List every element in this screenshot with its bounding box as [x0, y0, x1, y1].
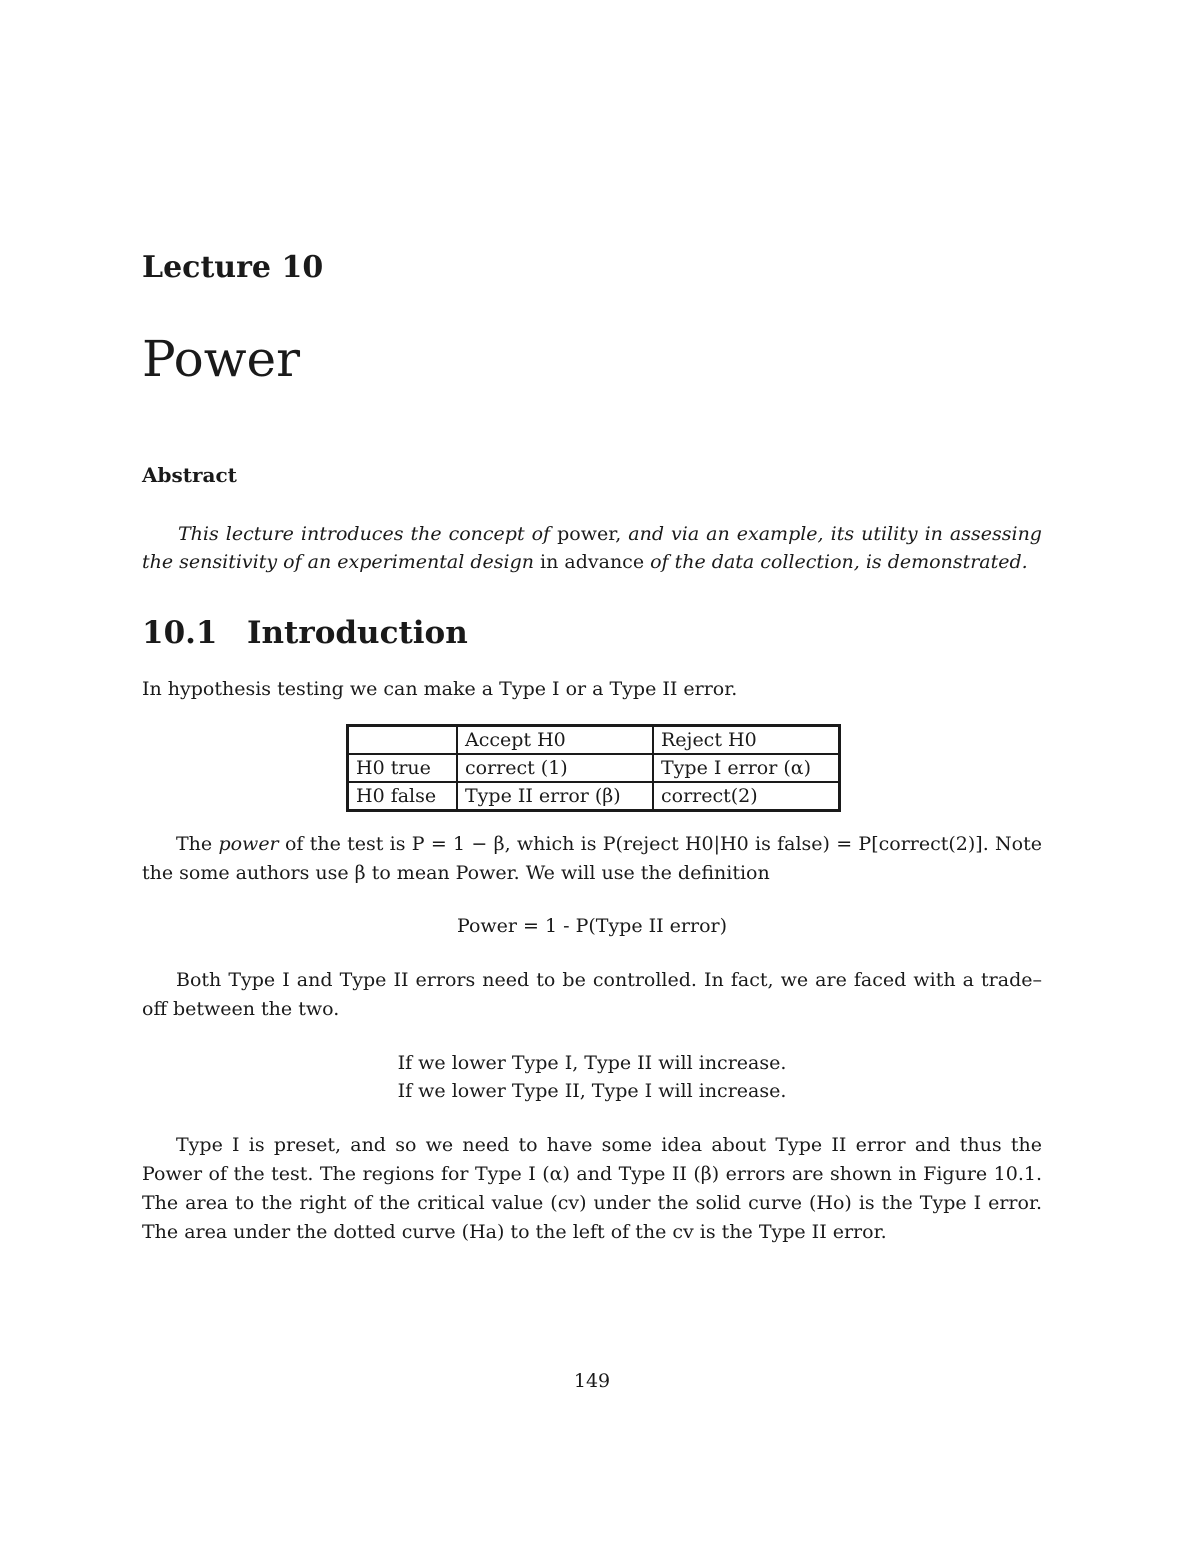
lecture-label: Lecture 10 [142, 250, 324, 285]
page-number: 149 [573, 1370, 611, 1392]
abstract-body [142, 520, 1042, 576]
table-cell: Accept H0 [457, 726, 653, 755]
abstract-seg2: power, [550, 523, 629, 545]
table-cell: Type I error (α) [653, 754, 840, 782]
table-cell: Type II error (β) [457, 782, 653, 811]
tradeoff-line-2: If we lower Type II, Type I will increase. [397, 1080, 787, 1102]
tradeoff-paragraph: Both Type I and Type II errors need to be controlled. In fact, we are faced with a trade–off between the two. [142, 969, 1042, 1020]
chapter-title: Power [142, 330, 301, 388]
abstract-seg5: of the data collection, is demonstrated. [650, 551, 1028, 573]
abstract-seg3: and via an example, its utility in assessing the sensitivity of an experimental design [142, 523, 1042, 573]
table-cell: H0 true [348, 754, 458, 782]
table-cell [348, 726, 458, 755]
table-cell: correct (1) [457, 754, 653, 782]
section-number: 10.1 [142, 615, 218, 651]
power-paragraph-c: of the test is P = 1 − β, which is P(reject H0|H0 is false) = P[correct(2)]. Note the some authors use β to mean Power. We will use the definition [142, 833, 1042, 884]
final-paragraph: Type I is preset, and so we need to have some idea about Type II error and thus the Power of the test. The regions for Type I (α) and Type II (β) errors are shown in Figure 10.1. The area to the right of the critical value (cv) under the solid curve (Ho) is the Type I error. The area under the dotted curve (Ha) to the left of the cv is the Type II error. [142, 1134, 1042, 1243]
table-row [348, 754, 840, 782]
section-title: Introduction [247, 615, 468, 651]
section-heading [142, 615, 468, 651]
power-paragraph [142, 830, 1042, 888]
intro-sentence: In hypothesis testing we can make a Type I or a Type II error. [142, 678, 738, 700]
table-row [348, 782, 840, 811]
power-paragraph-a: The [176, 833, 219, 855]
abstract-heading: Abstract [142, 463, 237, 487]
power-equation: Power = 1 - P(Type II error) [456, 915, 728, 937]
table-cell: Reject H0 [653, 726, 840, 755]
error-table [346, 724, 841, 812]
abstract-seg1: This lecture introduces the concept of [178, 523, 551, 545]
table-cell: H0 false [348, 782, 458, 811]
tradeoff-line-1: If we lower Type I, Type II will increase. [397, 1052, 787, 1074]
abstract-seg4: in advance [534, 551, 651, 573]
table-cell: correct(2) [653, 782, 840, 811]
table-header-row [348, 726, 840, 755]
power-paragraph-b: power [218, 833, 279, 855]
